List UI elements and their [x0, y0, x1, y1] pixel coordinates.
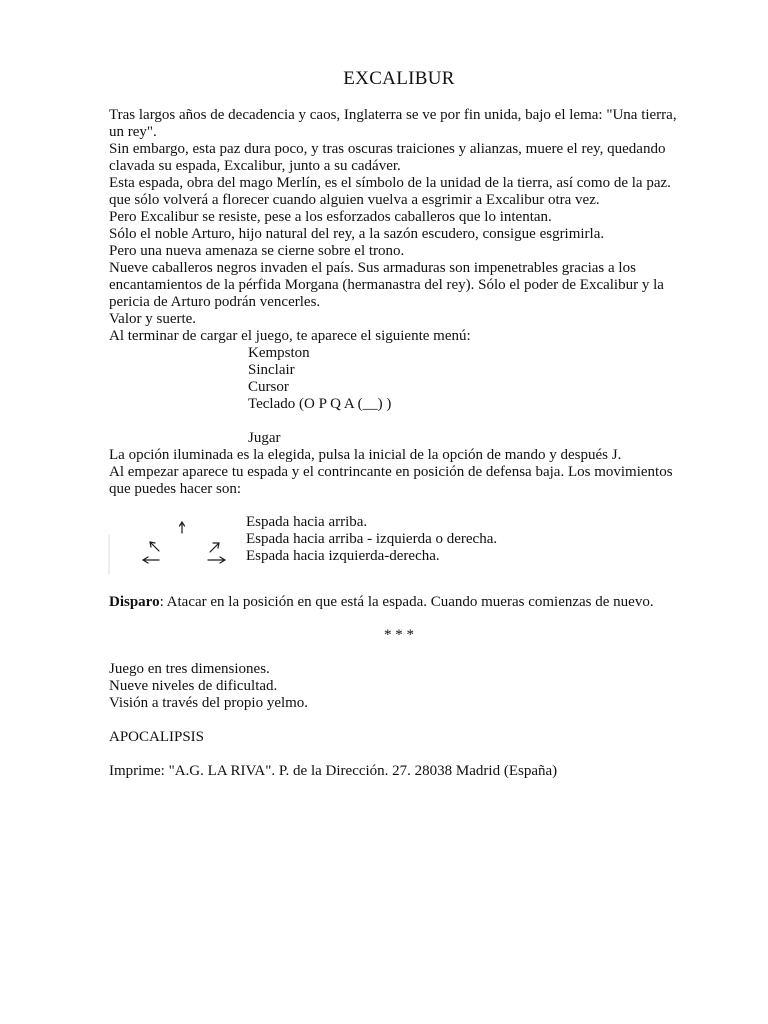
text-line: que puedes hacer son:: [109, 481, 242, 497]
fire-text: : Atacar en la posición en que está la espada. Cuando mueras comienzas de nuevo.: [159, 594, 654, 610]
arrow-right-icon: [208, 557, 225, 563]
text-line: un rey".: [109, 124, 157, 140]
spacer: [109, 746, 709, 763]
arrow-left-icon: [143, 557, 159, 563]
fire-instruction: [109, 594, 654, 611]
text-line: pericia de Arturo podrán vencerles.: [109, 294, 321, 310]
arrow-up-icon: [180, 522, 185, 533]
features-section: [109, 661, 709, 780]
text-line: Sólo el noble Arturo, hijo natural del rey, a la sazón escudero, consigue esgrimirla.: [109, 226, 605, 242]
menu-option-cursor: Cursor: [248, 379, 289, 395]
text-line: encantamientos de la pérfida Morgana (hermanastra del rey). Sólo el poder de Excalibur y la: [109, 277, 664, 293]
menu-option-play: Jugar: [248, 430, 281, 446]
printer-credit: Imprime: "A.G. LA RIVA". P. de la Dirección. 27. 28038 Madrid (España): [109, 763, 558, 779]
text-line: Valor y suerte.: [109, 311, 197, 327]
menu-option-kempston: Kempston: [248, 345, 310, 361]
company-name: APOCALIPSIS: [109, 729, 205, 745]
text-line: Esta espada, obra del mago Merlín, es el símbolo de la unidad de la tierra, así como de la paz.: [109, 175, 671, 191]
story-text: [109, 107, 709, 498]
move-item: Espada hacia izquierda-derecha.: [246, 548, 440, 564]
arrow-up-left-icon: [150, 542, 159, 551]
moves-section: [109, 513, 709, 577]
text-line: Pero Excalibur se resiste, pese a los esforzados caballeros que lo intentan.: [109, 209, 552, 225]
spacer: [109, 413, 709, 430]
text-line: Al terminar de cargar el juego, te aparece el siguiente menú:: [109, 328, 471, 344]
spacer: [109, 712, 709, 729]
text-line: Pero una nueva amenaza se cierne sobre el trono.: [109, 243, 405, 259]
text-line: Al empezar aparece tu espada y el contrincante en posición de defensa baja. Los movimientos: [109, 464, 673, 480]
feature-item: Nueve niveles de dificultad.: [109, 678, 278, 694]
moves-list: [246, 514, 497, 565]
fire-label: Disparo: [109, 594, 160, 610]
move-item: Espada hacia arriba.: [246, 514, 368, 530]
text-line: clavada su espada, Excalibur, junto a su cadáver.: [109, 158, 401, 174]
arrow-up-right-icon: [210, 543, 219, 552]
text-line: La opción iluminada es la elegida, pulsa la inicial de la opción de mando y después J.: [109, 447, 622, 463]
menu-option-keyboard: Teclado (O P Q A (__) ): [248, 396, 392, 412]
move-item: Espada hacia arriba - izquierda o derecha.: [246, 531, 498, 547]
feature-item: Visión a través del propio yelmo.: [109, 695, 309, 711]
text-line: que sólo volverá a florecer cuando alguien vuelva a esgrimir a Excalibur otra vez.: [109, 192, 600, 208]
feature-item: Juego en tres dimensiones.: [109, 661, 270, 677]
text-line: Tras largos años de decadencia y caos, Inglaterra se ve por fin unida, bajo el lema: "Una tierra,: [109, 107, 677, 123]
section-separator: * * *: [384, 627, 414, 643]
menu-option-sinclair: Sinclair: [248, 362, 295, 378]
text-line: Nueve caballeros negros invaden el país. Sus armaduras son impenetrables gracias a los: [109, 260, 636, 276]
document-title: EXCALIBUR: [343, 68, 455, 89]
sword-directions-diagram: [107, 513, 232, 577]
text-line: Sin embargo, esta paz dura poco, y tras oscuras traiciones y alianzas, muere el rey, quedando: [109, 141, 666, 157]
